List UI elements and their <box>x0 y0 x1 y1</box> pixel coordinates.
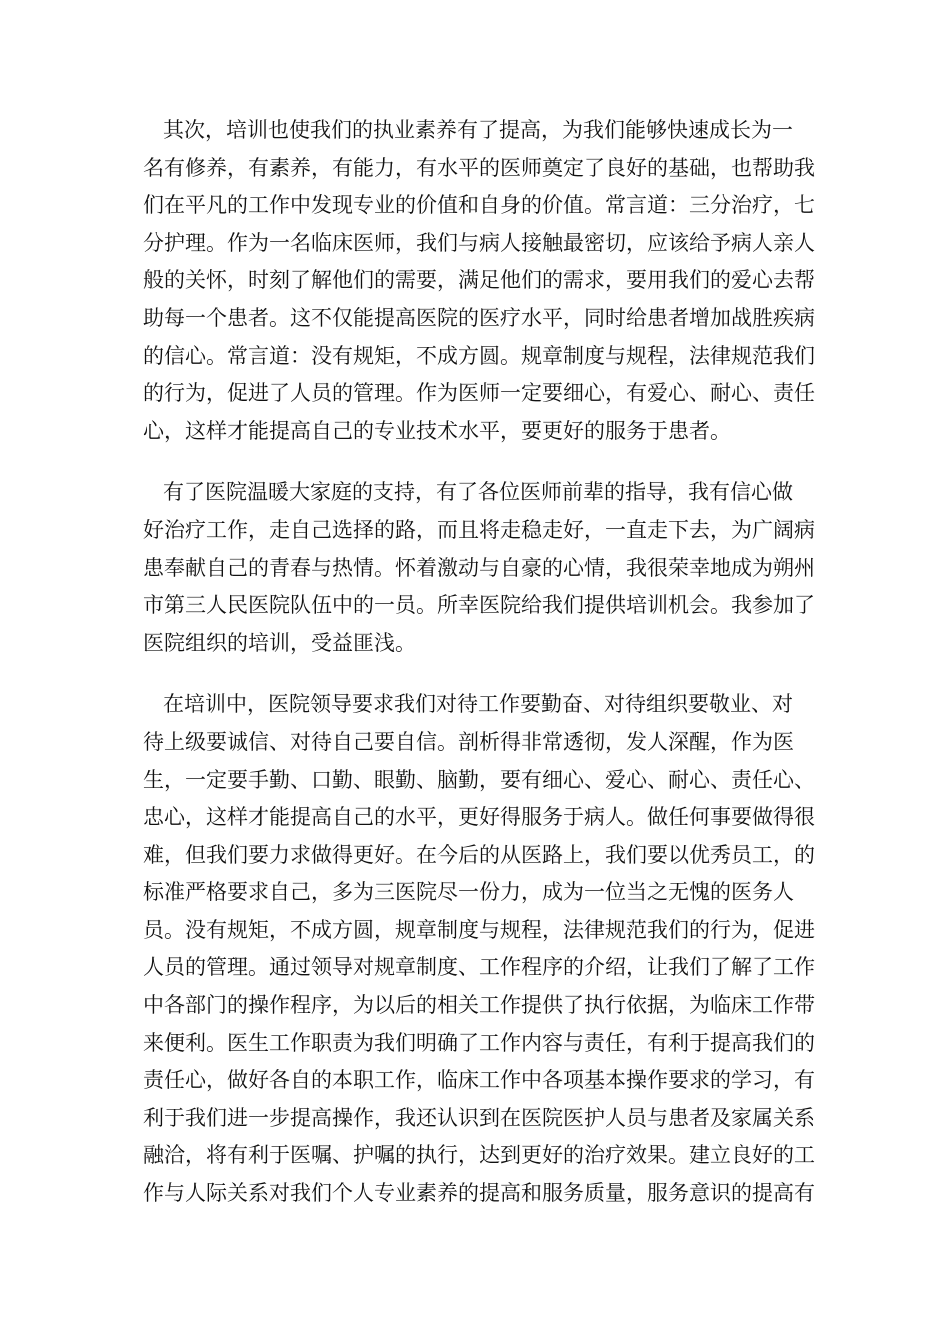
paragraph-line: 般的关怀，时刻了解他们的需要，满足他们的需求，要用我们的爱心去帮 <box>143 268 815 293</box>
paragraph-line: 的信心。常言道：没有规矩，不成方圆。规章制度与规程，法律规范我们 <box>143 343 815 368</box>
paragraph-1 <box>143 112 833 450</box>
paragraph-line: 市第三人民医院队伍中的一员。所幸医院给我们提供培训机会。我参加了 <box>143 593 815 618</box>
paragraph-line: 患奉献自己的青春与热情。怀着激动与自豪的心情，我很荣幸地成为朔州 <box>143 555 815 580</box>
paragraph-line: 医院组织的培训，受益匪浅。 <box>143 630 416 655</box>
paragraph-line: 好治疗工作，走自己选择的路，而且将走稳走好，一直走下去，为广阔病 <box>143 517 815 542</box>
paragraph-line: 来便利。医生工作职责为我们明确了工作内容与责任，有利于提高我们的 <box>143 1030 815 1055</box>
paragraph-line: 难，但我们要力求做得更好。在今后的从医路上，我们要以优秀员工，的 <box>143 842 815 867</box>
paragraph-line: 中各部门的操作程序，为以后的相关工作提供了执行依据，为临床工作带 <box>143 993 815 1018</box>
paragraph-line: 生，一定要手勤、口勤、眼勤、脑勤，要有细心、爱心、耐心、责任心、 <box>143 767 815 792</box>
paragraph-line: 助每一个患者。这不仅能提高医院的医疗水平，同时给患者增加战胜疾病 <box>143 305 815 330</box>
paragraph-line: 心，这样才能提高自己的专业技术水平，要更好的服务于患者。 <box>143 418 731 443</box>
paragraph-line: 融洽，将有利于医嘱、护嘱的执行，达到更好的治疗效果。建立良好的工 <box>143 1143 815 1168</box>
document-body <box>143 112 833 1237</box>
paragraph-line: 忠心，这样才能提高自己的水平，更好得服务于病人。做任何事要做得很 <box>143 805 815 830</box>
paragraph-line: 标准严格要求自己，多为三医院尽一份力，成为一位当之无愧的医务人 <box>143 880 794 905</box>
paragraph-2 <box>143 474 833 662</box>
paragraph-line: 待上级要诚信、对待自己要自信。剖析得非常透彻，发人深醒，作为医 <box>143 729 794 754</box>
paragraph-line: 人员的管理。通过领导对规章制度、工作程序的介绍，让我们了解了工作 <box>143 955 815 980</box>
paragraph-line: 有了医院温暖大家庭的支持，有了各位医师前辈的指导，我有信心做 <box>163 480 793 505</box>
paragraph-line: 的行为，促进了人员的管理。作为医师一定要细心，有爱心、耐心、责任 <box>143 381 815 406</box>
paragraph-line: 其次，培训也使我们的执业素养有了提高，为我们能够快速成长为一 <box>163 118 793 142</box>
paragraph-line: 员。没有规矩，不成方圆，规章制度与规程，法律规范我们的行为，促进 <box>143 917 815 942</box>
paragraph-line: 责任心，做好各自的本职工作，临床工作中各项基本操作要求的学习，有 <box>143 1068 815 1093</box>
paragraph-3 <box>143 686 833 1212</box>
paragraph-line: 利于我们进一步提高操作，我还认识到在医院医护人员与患者及家属关系 <box>143 1105 815 1130</box>
paragraph-line: 分护理。作为一名临床医师，我们与病人接触最密切，应该给予病人亲人 <box>143 230 815 255</box>
paragraph-line: 名有修养，有素养，有能力，有水平的医师奠定了良好的基础，也帮助我 <box>143 155 815 180</box>
paragraph-line: 们在平凡的工作中发现专业的价值和自身的价值。常言道：三分治疗，七 <box>143 193 815 218</box>
paragraph-line: 在培训中，医院领导要求我们对待工作要勤奋、对待组织要敬业、对 <box>163 692 793 717</box>
paragraph-line: 作与人际关系对我们个人专业素养的提高和服务质量，服务意识的提高有 <box>143 1181 815 1206</box>
